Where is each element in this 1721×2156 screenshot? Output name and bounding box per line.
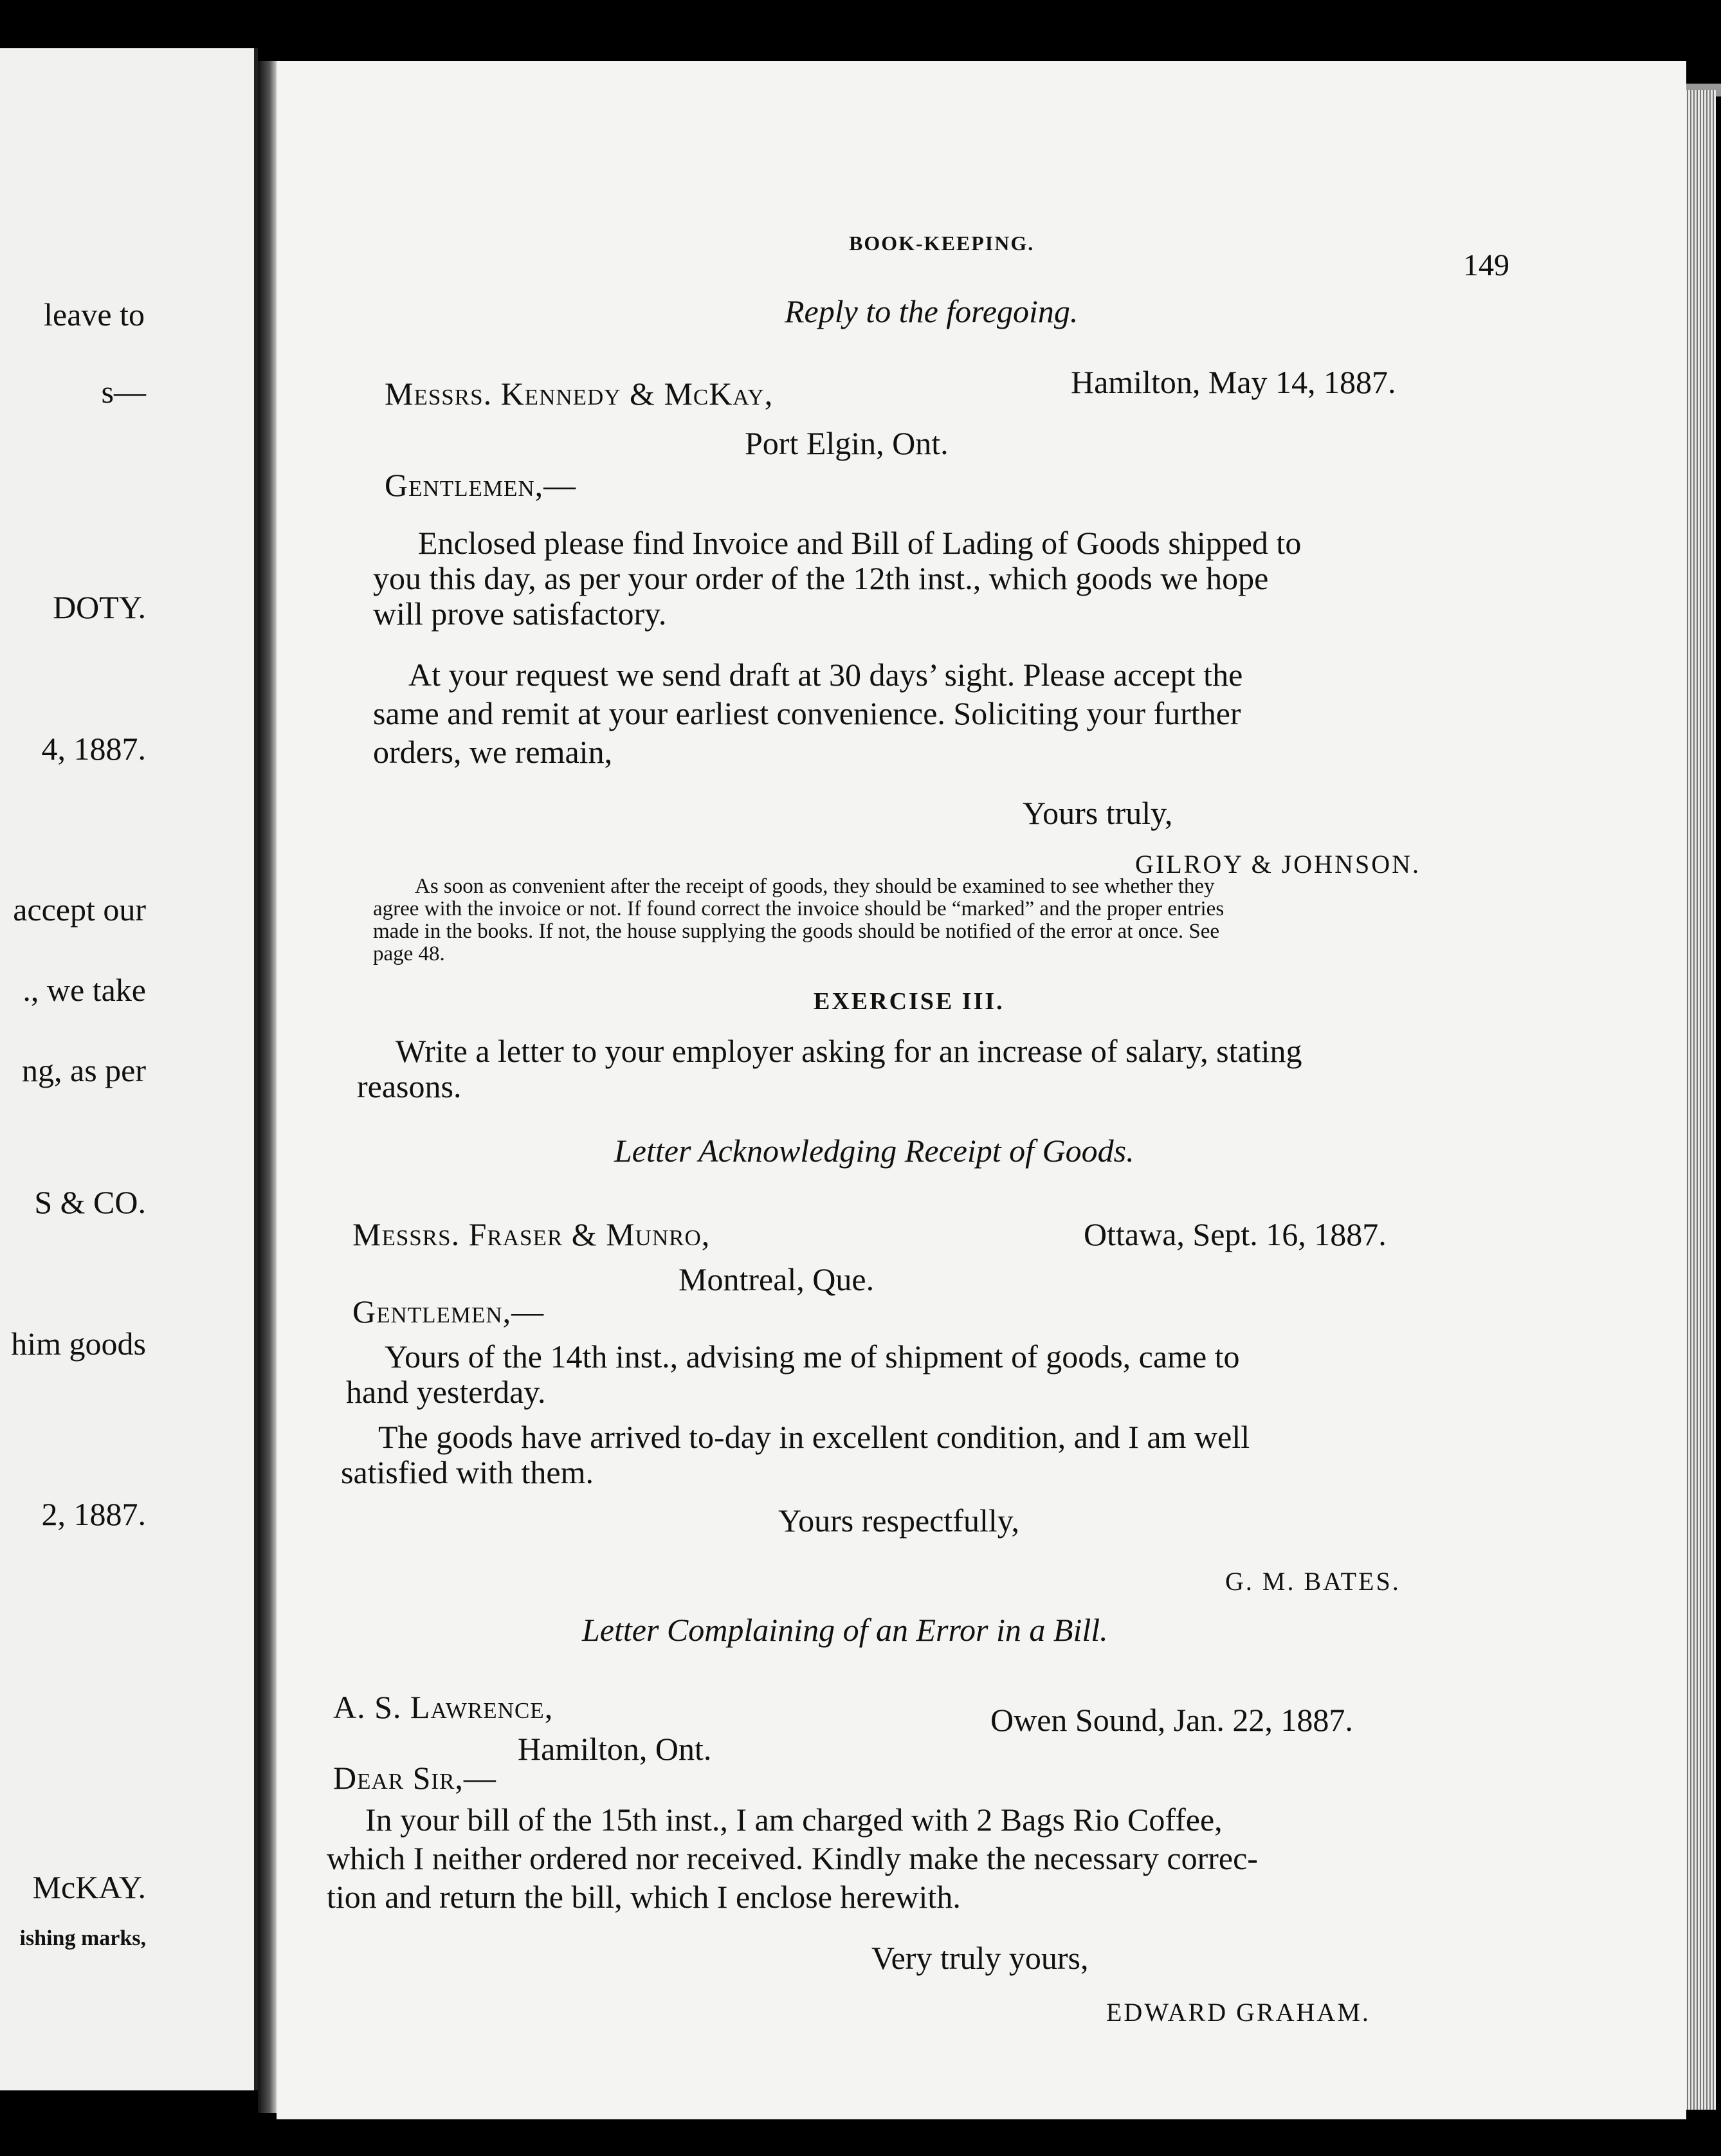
letter-title: Letter Complaining of an Error in a Bill.: [582, 1612, 1108, 1648]
left-fragment: s—: [101, 374, 146, 410]
letter-addressee: Messrs. Fraser & Munro,: [352, 1216, 711, 1252]
left-fragment: 2, 1887.: [41, 1496, 146, 1532]
letter-place-date: Owen Sound, Jan. 22, 1887.: [990, 1702, 1353, 1738]
letter-body-line: The goods have arrived to-day in excellent condition, and I am well: [378, 1419, 1250, 1455]
letter-body-line: orders, we remain,: [373, 734, 613, 770]
letter-closing: Very truly yours,: [871, 1940, 1089, 1976]
letter-addressee: Messrs. Kennedy & McKay,: [385, 376, 774, 412]
note-line: made in the books. If not, the house supplying the goods should be notified of the error at once. See: [373, 920, 1220, 943]
letter-addressee: A. S. Lawrence,: [333, 1689, 554, 1725]
letter-body-line: hand yesterday.: [346, 1374, 546, 1410]
letter-place-date: Ottawa, Sept. 16, 1887.: [1084, 1216, 1387, 1252]
letter-address-line: Hamilton, Ont.: [518, 1731, 712, 1767]
left-fragment: ng, as per: [22, 1052, 146, 1088]
letter-body-line: In your bill of the 15th inst., I am charged with 2 Bags Rio Coffee,: [365, 1802, 1223, 1838]
letter-body-line: At your request we send draft at 30 days’ sight. Please accept the: [408, 657, 1243, 693]
letter-address-line: Montreal, Que.: [678, 1261, 875, 1297]
left-fragment: McKAY.: [32, 1869, 146, 1905]
exercise-text: Write a letter to your employer asking for an increase of salary, stating: [396, 1033, 1302, 1069]
previous-page: [0, 48, 258, 2090]
left-fragment: DOTY.: [53, 589, 146, 625]
book-gutter: [258, 61, 277, 2113]
letter-closing: Yours respectfully,: [778, 1503, 1019, 1539]
left-fragment: 4, 1887.: [41, 731, 146, 767]
letter-signature: EDWARD GRAHAM.: [1106, 1998, 1370, 2027]
exercise-heading: EXERCISE III.: [814, 988, 1005, 1015]
page-number: 149: [1463, 248, 1509, 282]
letter-body-line: Yours of the 14th inst., advising me of shipment of goods, came to: [385, 1338, 1240, 1375]
running-head: BOOK-KEEPING.: [849, 232, 1035, 255]
book-page: [277, 61, 1686, 2119]
exercise-text: reasons.: [357, 1068, 462, 1104]
letter-body-line: same and remit at your earliest convenience. Soliciting your further: [373, 695, 1241, 731]
letter-place-date: Hamilton, May 14, 1887.: [1071, 364, 1396, 400]
letter-signature: G. M. BATES.: [1225, 1567, 1401, 1596]
left-fragment: ., we take: [23, 972, 146, 1008]
left-fragment: leave to: [44, 297, 145, 333]
letter-body-line: you this day, as per your order of the 12th inst., which goods we hope: [373, 560, 1269, 596]
letter-title: Reply to the foregoing.: [785, 293, 1079, 329]
note-line: page 48.: [373, 942, 445, 965]
letter-salutation: Gentlemen,—: [385, 467, 577, 503]
letter-signature: GILROY & JOHNSON.: [1135, 850, 1421, 879]
left-fragment: him goods: [11, 1326, 146, 1362]
letter-address-line: Port Elgin, Ont.: [745, 425, 949, 461]
letter-salutation: Gentlemen,—: [352, 1293, 545, 1329]
letter-title: Letter Acknowledging Receipt of Goods.: [614, 1133, 1134, 1169]
letter-body-line: satisfied with them.: [341, 1454, 594, 1490]
letter-body-line: tion and return the bill, which I enclose herewith.: [327, 1879, 961, 1915]
letter-body-line: which I neither ordered nor received. Kindly make the necessary correc-: [327, 1840, 1258, 1876]
letter-closing: Yours truly,: [1023, 795, 1173, 831]
letter-body-line: will prove satisfactory.: [373, 596, 667, 632]
left-fragment: ishing marks,: [19, 1926, 146, 1950]
letter-salutation: Dear Sir,—: [333, 1760, 496, 1796]
letter-body-line: Enclosed please find Invoice and Bill of Lading of Goods shipped to: [418, 525, 1302, 561]
left-fragment: S & CO.: [34, 1184, 146, 1220]
note-line: As soon as convenient after the receipt of goods, they should be examined to see whether they: [415, 875, 1215, 898]
left-fragment: accept our: [13, 891, 146, 927]
note-line: agree with the invoice or not. If found correct the invoice should be “marked” and the proper entries: [373, 897, 1225, 920]
